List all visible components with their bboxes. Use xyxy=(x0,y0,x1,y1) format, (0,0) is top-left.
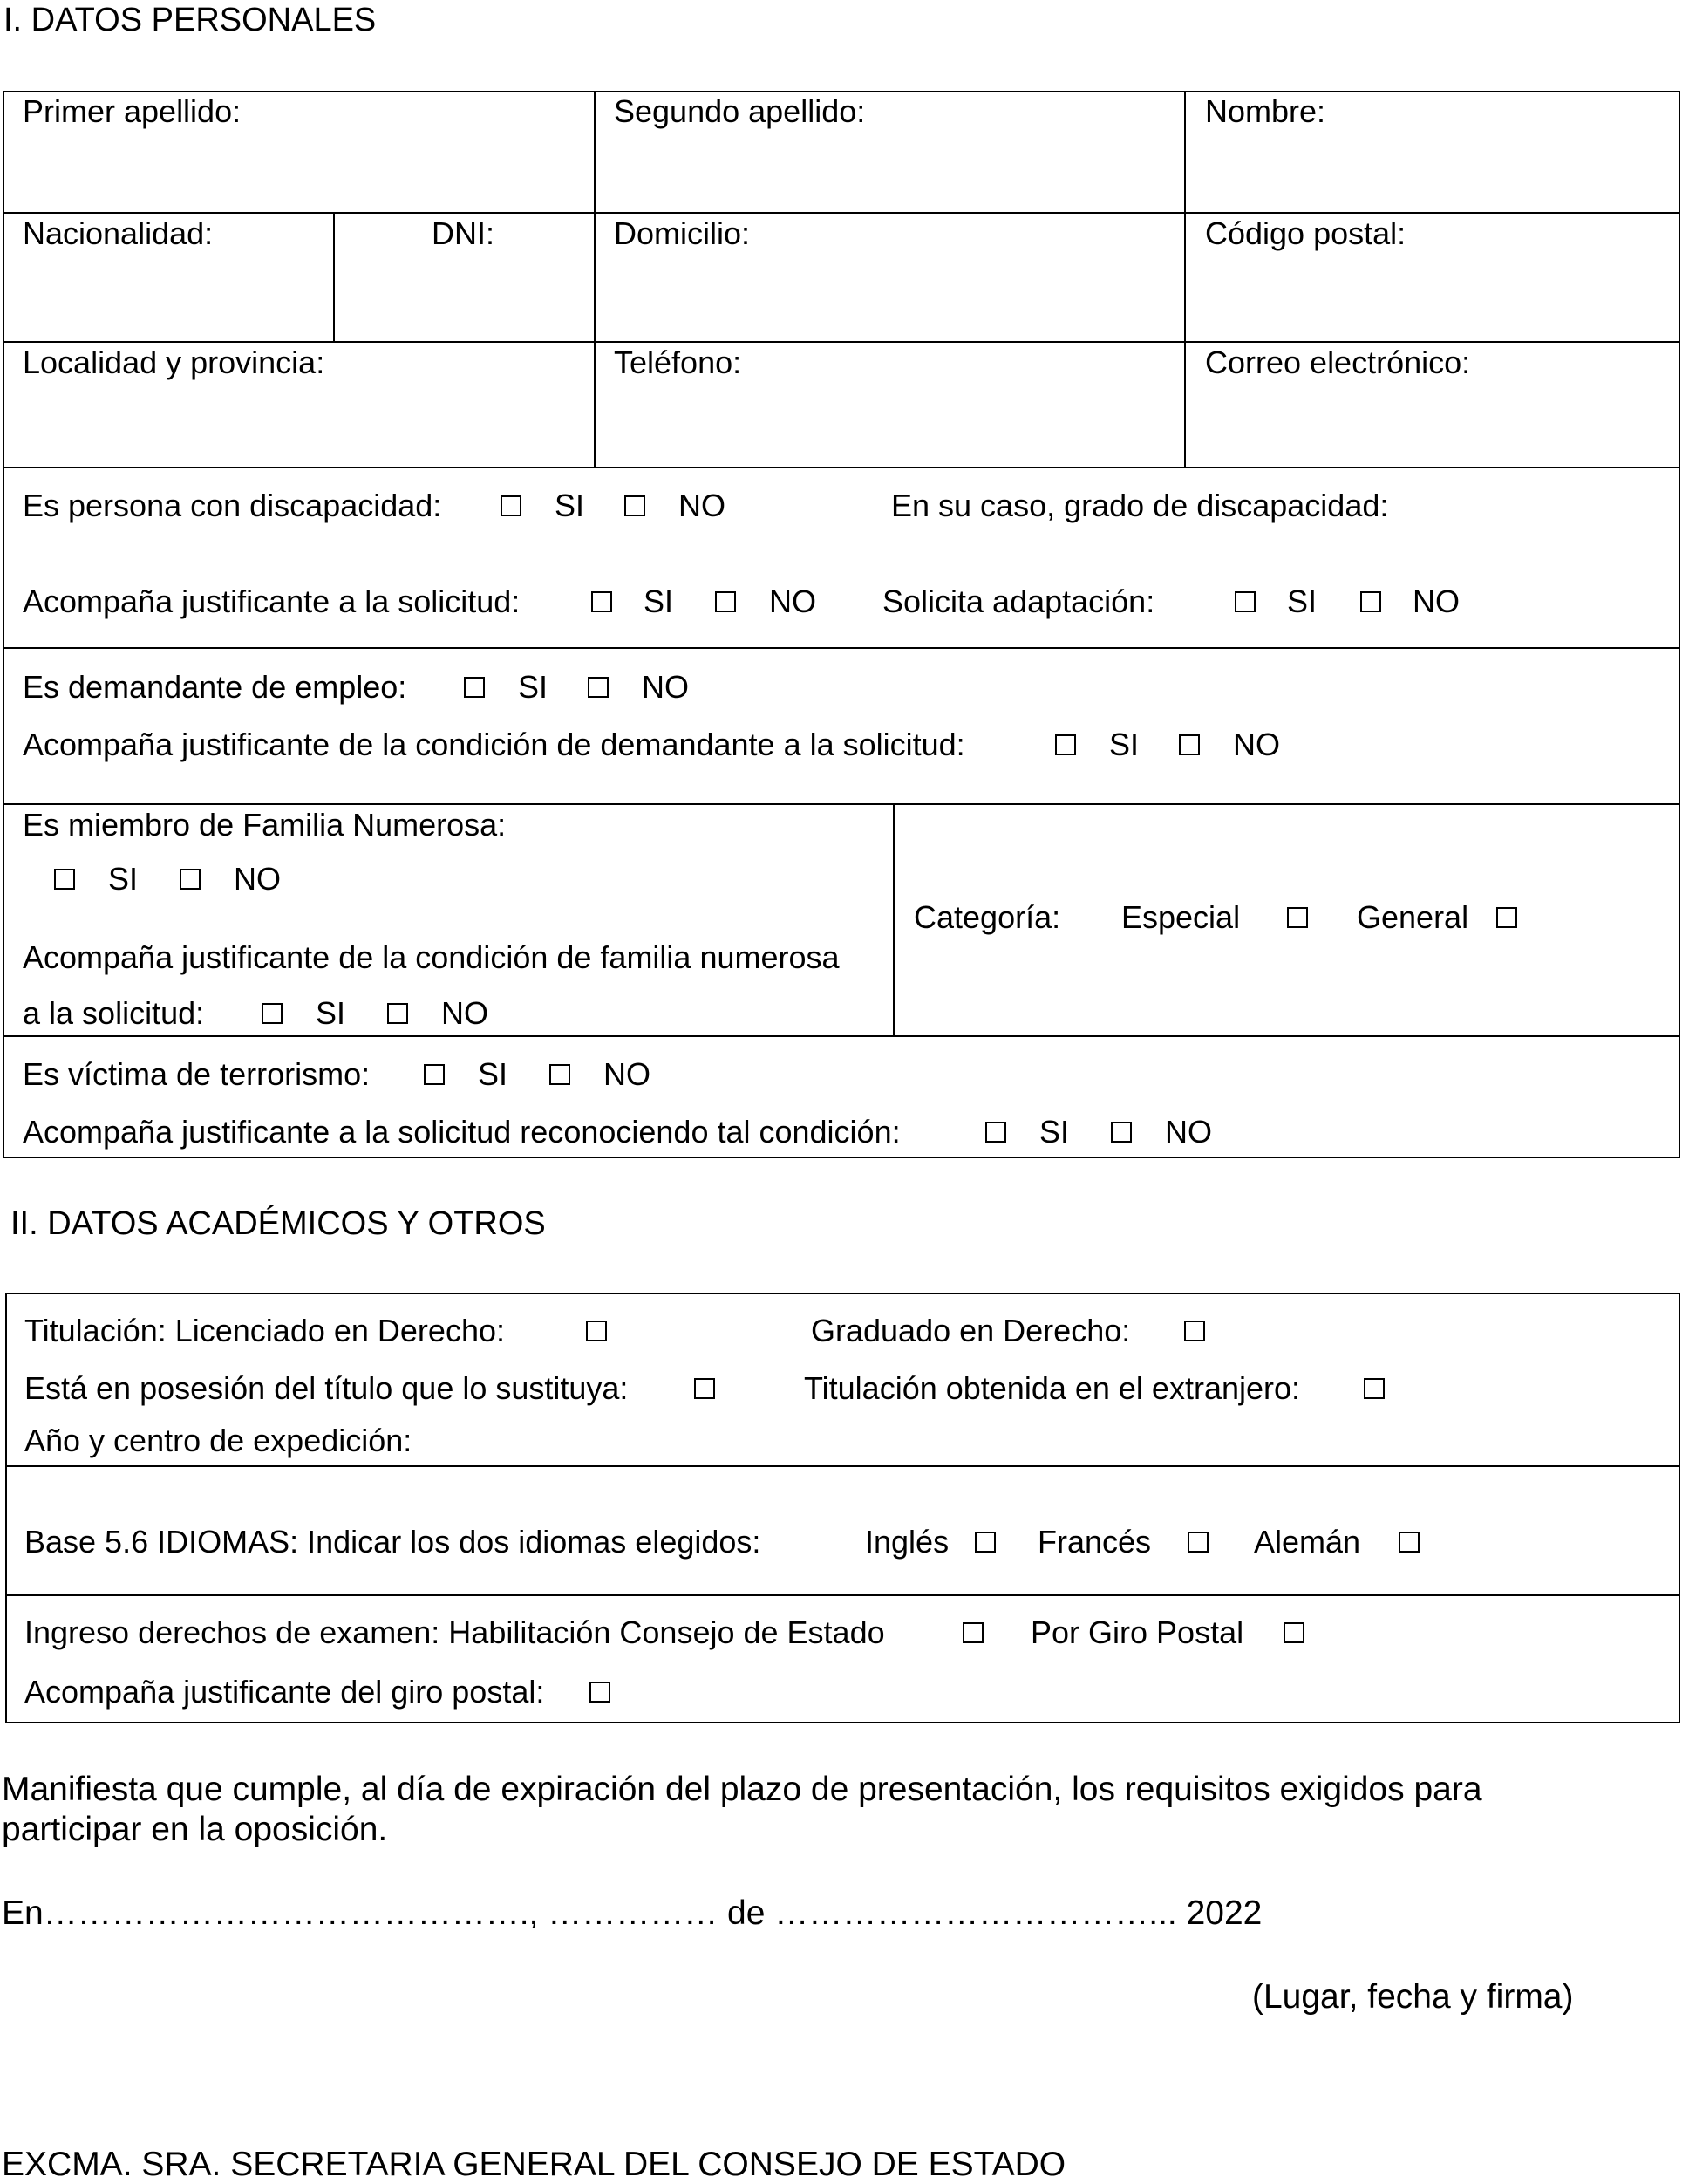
graduado-label: Graduado en Derecho: xyxy=(811,1313,1131,1348)
justificante-solicitud-label: Acompaña justificante a la solicitud: xyxy=(23,584,521,619)
correo-label: Correo electrónico: xyxy=(1205,345,1471,380)
general-checkbox[interactable] xyxy=(1496,907,1517,928)
firma-caption: (Lugar, fecha y firma) xyxy=(1252,1978,1574,2016)
justificante-familia-label-2: a la solicitud: xyxy=(23,995,205,1031)
lugar-fecha-line: En……………………………………., …………… de ……………………………... 2022 xyxy=(2,1894,1263,1932)
adaptacion-no-checkbox[interactable] xyxy=(1360,591,1381,612)
titulacion-label: Titulación: Licenciado en Derecho: xyxy=(24,1313,505,1348)
giro-label: Por Giro Postal xyxy=(1031,1614,1244,1650)
justificante-giro-checkbox[interactable] xyxy=(589,1682,610,1703)
familia-no-label: NO xyxy=(234,861,281,897)
adaptacion-no-label: NO xyxy=(1413,584,1460,619)
justificante-demandante-si-label: SI xyxy=(1109,727,1140,762)
justificante-terrorismo-si-label: SI xyxy=(1039,1114,1070,1150)
justificante-si-label: SI xyxy=(644,584,674,619)
adaptacion-si-checkbox[interactable] xyxy=(1235,591,1256,612)
terrorismo-si-label: SI xyxy=(478,1056,508,1092)
familia-label: Es miembro de Familia Numerosa: xyxy=(23,807,507,843)
discapacidad-si-checkbox[interactable] xyxy=(501,495,521,516)
justificante-no-label: NO xyxy=(769,584,816,619)
anio-label: Año y centro de expedición: xyxy=(24,1423,412,1458)
familia-si-label: SI xyxy=(108,861,139,897)
familia-no-checkbox[interactable] xyxy=(180,869,201,890)
justificante-terrorismo-no-label: NO xyxy=(1165,1114,1212,1150)
ingles-label: Inglés xyxy=(865,1524,950,1560)
terrorismo-label: Es víctima de terrorismo: xyxy=(23,1056,371,1092)
ingreso-label: Ingreso derechos de examen: Habilitación Consejo de Estado xyxy=(24,1614,885,1650)
graduado-checkbox[interactable] xyxy=(1184,1321,1205,1341)
justificante-demandante-label: Acompaña justificante de la condición de demandante a la solicitud: xyxy=(23,727,965,762)
justificante-demandante-no-label: NO xyxy=(1233,727,1280,762)
frances-checkbox[interactable] xyxy=(1188,1532,1209,1553)
dni-label: DNI: xyxy=(432,215,494,251)
terrorismo-no-label: NO xyxy=(603,1056,650,1092)
primer-apellido-label: Primer apellido: xyxy=(23,93,242,129)
adaptacion-si-label: SI xyxy=(1287,584,1318,619)
habilitacion-checkbox[interactable] xyxy=(963,1622,984,1643)
discapacidad-no-label: NO xyxy=(678,488,725,523)
justificante-si-checkbox[interactable] xyxy=(591,591,612,612)
familia-si-checkbox[interactable] xyxy=(54,869,75,890)
idiomas-label: Base 5.6 IDIOMAS: Indicar los dos idiomas elegidos: xyxy=(24,1524,761,1560)
nacionalidad-label: Nacionalidad: xyxy=(23,215,214,251)
justificante-giro-label: Acompaña justificante del giro postal: xyxy=(24,1674,545,1710)
demandante-si-checkbox[interactable] xyxy=(464,677,485,698)
demandante-label: Es demandante de empleo: xyxy=(23,669,407,705)
aleman-checkbox[interactable] xyxy=(1399,1532,1420,1553)
codigo-postal-label: Código postal: xyxy=(1205,215,1406,251)
categoria-label: Categoría: xyxy=(914,899,1061,935)
licenciado-checkbox[interactable] xyxy=(586,1321,607,1341)
justificante-terrorismo-no-checkbox[interactable] xyxy=(1111,1122,1132,1143)
posesion-label: Está en posesión del título que lo sustituya: xyxy=(24,1370,629,1406)
demandante-no-label: NO xyxy=(642,669,689,705)
justificante-familia-no-checkbox[interactable] xyxy=(387,1003,408,1024)
posesion-checkbox[interactable] xyxy=(694,1378,715,1399)
especial-label: Especial xyxy=(1121,899,1241,935)
terrorismo-no-checkbox[interactable] xyxy=(549,1064,570,1085)
justificante-terrorismo-si-checkbox[interactable] xyxy=(985,1122,1006,1143)
destinatario: EXCMA. SRA. SECRETARIA GENERAL DEL CONSEJO DE ESTADO xyxy=(2,2146,1066,2183)
discapacidad-si-label: SI xyxy=(555,488,585,523)
justificante-demandante-si-checkbox[interactable] xyxy=(1055,734,1076,755)
justificante-no-checkbox[interactable] xyxy=(715,591,736,612)
justificante-familia-si-checkbox[interactable] xyxy=(262,1003,283,1024)
extranjero-checkbox[interactable] xyxy=(1364,1378,1385,1399)
justificante-familia-label-1: Acompaña justificante de la condición de familia numerosa xyxy=(23,939,840,975)
manifiesta-line-1: Manifiesta que cumple, al día de expiración del plazo de presentación, los requisitos exigidos para xyxy=(2,1771,1482,1808)
justificante-familia-no-label: NO xyxy=(441,995,488,1031)
extranjero-label: Titulación obtenida en el extranjero: xyxy=(804,1370,1301,1406)
adaptacion-label: Solicita adaptación: xyxy=(882,584,1155,619)
frances-label: Francés xyxy=(1038,1524,1152,1560)
domicilio-label: Domicilio: xyxy=(614,215,751,251)
terrorismo-si-checkbox[interactable] xyxy=(424,1064,445,1085)
justificante-demandante-no-checkbox[interactable] xyxy=(1179,734,1200,755)
aleman-label: Alemán xyxy=(1254,1524,1361,1560)
grado-label: En su caso, grado de discapacidad: xyxy=(891,488,1389,523)
section1-title: I. DATOS PERSONALES xyxy=(3,2,377,38)
localidad-label: Localidad y provincia: xyxy=(23,345,325,380)
general-label: General xyxy=(1357,899,1469,935)
discapacidad-label: Es persona con discapacidad: xyxy=(23,488,442,523)
section2-title: II. DATOS ACADÉMICOS Y OTROS xyxy=(10,1205,546,1242)
manifiesta-line-2: participar en la oposición. xyxy=(2,1811,388,1848)
ingles-checkbox[interactable] xyxy=(975,1532,996,1553)
demandante-si-label: SI xyxy=(518,669,548,705)
telefono-label: Teléfono: xyxy=(614,345,742,380)
justificante-terrorismo-label: Acompaña justificante a la solicitud reconociendo tal condición: xyxy=(23,1114,901,1150)
justificante-familia-si-label: SI xyxy=(316,995,346,1031)
nombre-label: Nombre: xyxy=(1205,93,1326,129)
giro-checkbox[interactable] xyxy=(1284,1622,1304,1643)
segundo-apellido-label: Segundo apellido: xyxy=(614,93,866,129)
especial-checkbox[interactable] xyxy=(1287,907,1308,928)
demandante-no-checkbox[interactable] xyxy=(588,677,609,698)
discapacidad-no-checkbox[interactable] xyxy=(624,495,645,516)
